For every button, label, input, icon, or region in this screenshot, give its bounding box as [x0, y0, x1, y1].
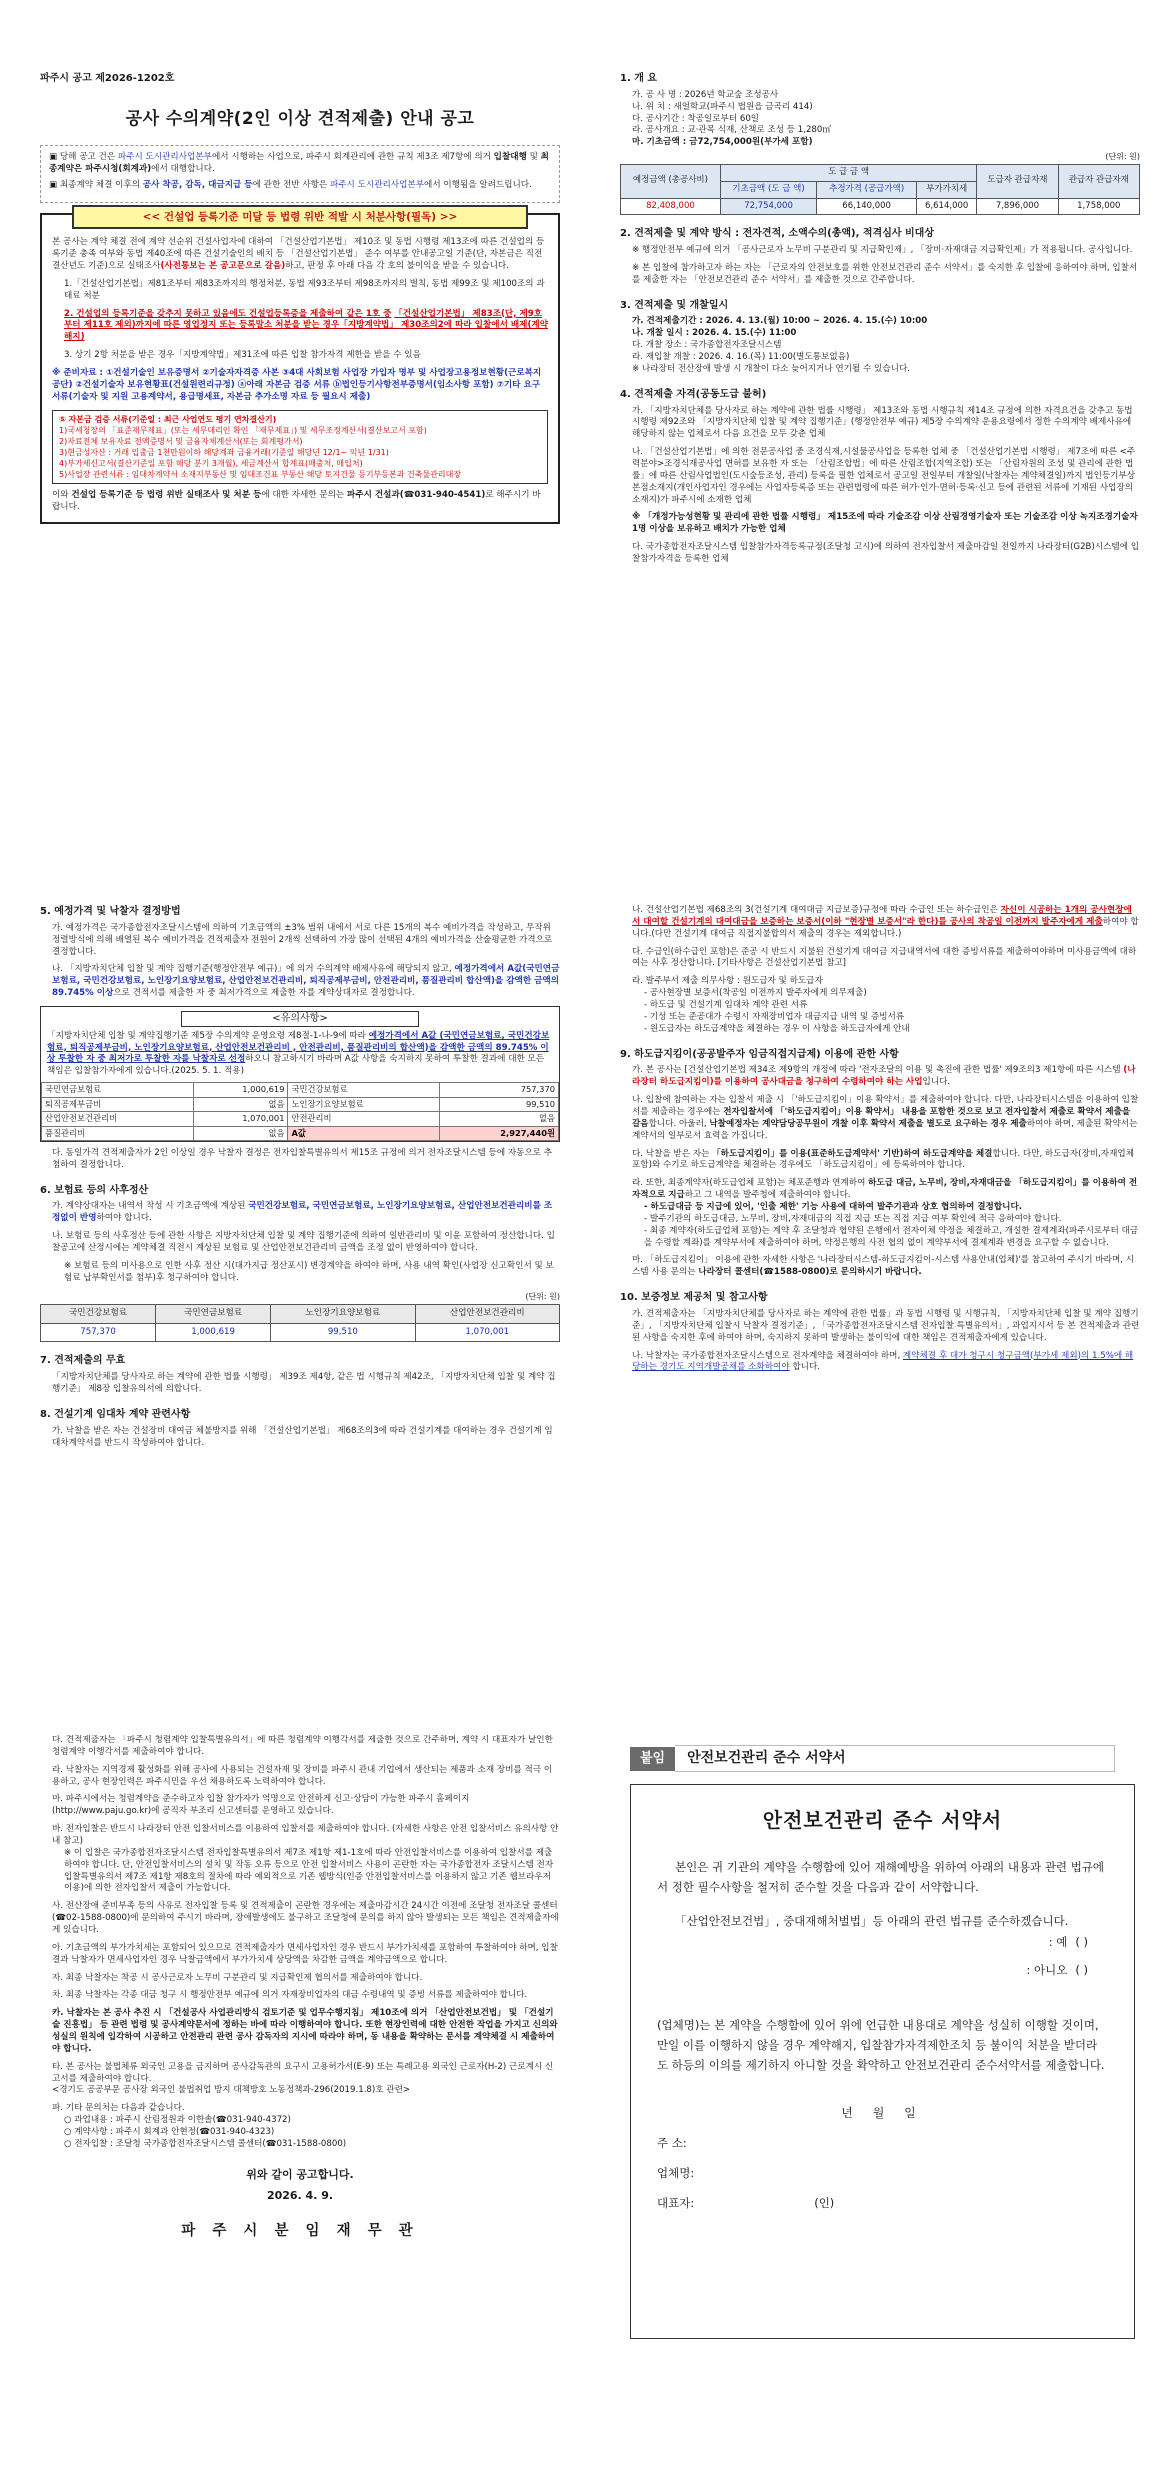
- doc-line: 3)현금성자산 : 거래 입출금 1천만원이하 해당계좌 금융거래(기준일 해당년 12/1~ 익년 1/31): [59, 447, 389, 457]
- caution-box: [40, 1006, 560, 1142]
- issuer: 파 주 시 분 임 재 무 관: [181, 2223, 419, 2240]
- list-item: - 공사현장별 보증서(착공일 이전까지 발주자에게 의무제출): [644, 988, 867, 999]
- pledge-p3: (업체명)는 본 계약을 수행함에 있어 위에 언급한 내용대로 계약을 성실히 이행할 것이며, 만일 이를 이행하지 않을 경우 계약해지, 입찰참가자격제한조치 등 불이익 처분을 받더라도 하등의 이의를 제기하지 아니할 것을 확약하고 안전보건관리 준수서약서를 제출합니다.: [657, 2018, 1105, 2073]
- list-item: ○ 계약사항 : 파주시 회계과 안현정(☎031-940-4323): [64, 2127, 275, 2138]
- sec6-na: 나. 보험료 등의 사후정산 등에 관한 사항은 지방자치단체 입찰 및 계약 집행기준에 의하여 일반관리비 및 이윤 포함하여 정산합니다. 입찰공고에 산정시에는 계약체결 직전시 계상된 보험료 및 산업안전보건관리비 금액을 조정 없이 반영하여야 합니다.: [52, 1231, 555, 1254]
- sec4-ga: 가. 「지방자치단체를 당사자로 하는 계약에 관한 법률 시행령」 제13조와 동법 시행규칙 제14조 규정에 의한 자격요건을 갖추고 동법 시행령 제92조와 「지방자치단체 입찰 및 계약 집행기준」(행정안전부 예규) 제5장 수의계약 운용요령에서 정한 수의계약 배제사유에 해당하지 않는 업체로서 다음 요건을 모두 갖춘 업체: [632, 405, 1133, 440]
- list-item: - 하도급대금 등 지급에 있어, '인출 제한' 기능 사용에 대하여 발주기관과 상호 협의하여 결정합니다.: [644, 1201, 1023, 1212]
- sec10b-item: 자. 최종 낙찰자는 착공 시 공사근로자 노무비 구분관리 및 지급확인제 협의서를 제출하여야 합니다.: [52, 1972, 423, 1983]
- sec7-text: 「지방자치단체를 당사자로 하는 계약에 관한 법률 시행령」 제39조 제4항, 같은 법 시행규칙 제42조, 「지방자치단체 입찰 및 계약 집행기준」 제8장 입찰유의서에 의합니다.: [52, 1372, 556, 1395]
- sec9-ga: 가. 본 공사는 [건설산업기본법 제34조 제9항의 개정에 따라 '전자조달의 이용 및 촉진에 관한 법률' 제9조의3 제1항에 따른 시스템 (나라장터 하도급지킴이)를 이용하여 공사대금을 청구하여 수령하여야 하는 사업입니다.: [632, 1065, 1136, 1088]
- section-9-heading: 9. 하도급지킴이(공공발주자 임금직접지급제) 이용에 관한 사항: [620, 1048, 899, 1060]
- sec10b-item: 다. 견적제출자는 「파주시 청렴계약 입찰특별유의서」에 따른 청렴계약 이행각서를 제출한 것으로 간주하며, 계약 시 대표자가 날인한 청렴계약 이행각서를 제출하여야 합니다.: [52, 1735, 553, 1757]
- closing-text: 위와 같이 공고합니다.: [246, 2167, 354, 2181]
- td-vat: 6,614,000: [917, 198, 977, 215]
- warning-heading: << 건설업 등록기준 미달 등 법령 위반 적발 시 처분사항(필독) >>: [72, 205, 528, 229]
- notice-date: 2026. 4. 9.: [266, 2188, 334, 2202]
- sec6-note: ※ 보험료 등의 미사용으로 인한 사후 정산 시(대가지급 정산포시) 변경계약을 하여야 하며, 사용 내역 확인(사업장 신고확인서 및 보험료 납부확인서를 첨부)후 청구하여야 합니다.: [64, 1260, 554, 1283]
- sec10-body: [620, 1309, 1140, 1374]
- pledge-title: 안전보건관리 준수 서약서: [762, 1808, 1003, 1833]
- pledge-p1: 본인은 귀 기관의 계약을 수행함에 있어 재해예방을 위하여 아래의 내용과 관련 법규에서 정한 필수사항을 철저히 준수할 것을 다음과 같이 서약합니다.: [657, 1859, 1105, 1895]
- sec9-na: 나. 입찰에 참여하는 자는 입찰서 제출 시 「'하도급지킴이」이용 확약서」를 제출하여야 합니다. 다만, 나라장터시스템을 이용하여 입찰서를 제출하는 경우에는 전자입찰서에 「'하도급지킴이」이용 확약서」 내용을 포함한 것으로 보고 전자입찰서 제출로 확약서 제출을 갈음합니다. 아울러, 낙찰예정자는 계약담당공무원이 개찰 이후 확약서 제출을 별도로 요구하는 경우 제출하여야 하며, 제출된 확약서는 계약서의 일부로서 효력을 가집니다.: [632, 1095, 1139, 1141]
- sec8b-body: [620, 905, 1140, 1036]
- sec10b-item: ※ 이 입찰은 국가종합전자조달시스템 전자입찰특별유의서 제7조 제1항 제1-1호에 따라 안전입찰서비스를 이용하여 입찰서를 제출하여야 합니다. 단, 안전입찰서비스의 설치 및 작동 오류 등으로 안전 입찰서비스 사용이 곤란한 자는 국가종합전자 조달시스템 전자입찰특별유의서 제7조 제1항 제8호의 절차에 따라 예외적으로 기존 웹방식(인증 안전입찰서비스를 이용하지 않고 기존 웹브라우저 이용)에 의한 전자입찰서 제출이 가능합니다.: [64, 1847, 554, 1894]
- sec10b-item: 아. 기초금액의 부가가치세는 포함되어 있으므로 견적제출자가 면세사업자인 경우 반드시 부가가치세를 포함하여 투찰하여야 하며, 입찰결과 낙찰자가 면세사업자인 경우 낙찰금액에서 부가가치세 상당액을 차감한 금액을 계약금액으로 합니다.: [52, 1942, 558, 1965]
- warning-item-3: 3. 상기 2항 처분을 받은 경우「지방계약법」제31조에 따른 입찰 참가자격 제한을 받을 수 있음: [64, 350, 421, 361]
- annex-label: 붙임: [630, 1747, 675, 1771]
- notice-number: 파주시 공고 제2026-1202호: [40, 73, 175, 84]
- sec8b-na: 나. 건설산업기본법 제68조의 3(건설기계 대여대금 지급보증)규정에 따라 수급인 또는 하수급인은 자신이 시공하는 1개의 공사현장에서 대여할 건설기계의 대여대금을 보증하는 보증서(이하 "현장별 보증서"라 한다)를 공사의 착공일 이전까지 발주자에게 제출하여야 합니다.(다만 건설기계 대여금 직접지불합의서 제출의 경우는 제외합니다.): [632, 905, 1139, 939]
- doc-line: 1)국세청장의 「표준재무제표」(또는 세무대리인 확인 「재무제표」) 및 세무조정계산서(결산보고서 포함): [59, 425, 427, 435]
- td-base: 72,754,000: [720, 198, 816, 215]
- col-top-left: [40, 72, 560, 772]
- sec10b-ka: 카. 낙찰자는 본 공사 추진 시 「건설공사 사업관리방식 검토기준 및 업무수행지침」 제10조에 의거 「산업안전보건법」 및 「건설기술 진흥법」 등 관련 법령 및 공사계약문서에 정하는 바에 따라 이행하여야 합니다. 또한 현장인력에 대한 안전한 작업을 가지고 신의와 성실의 원칙에 입각하여 시공하고 안전관리 관련 공사 감독자의 지시에 따라야 하며, 동 내용을 확약하는 문서를 계약체결 시 제출하여야 합니다.: [52, 2008, 558, 2054]
- option-no[interactable]: : 아니오 ( ): [1026, 1963, 1088, 1978]
- warning-item-2: 2. 건설업의 등록기준을 갖추지 못하고 있음에도 건설업등록증을 제출하여 같은 1호 중 「건설산업기본법」 제83조(단, 제9호부터 제11호 제외)까지에 따른 영업정지 또는 등록말소 처분을 받는 경우「지방계약법」 제30조의2에 따라 입찰에서 배제(계약 해지): [64, 308, 549, 343]
- sec10b-ta2: <경기도 공공부문 공사장 외국인 불법취업 방지 대책방호 노동정책과-296(2019.1.8)호 관련>: [52, 2085, 411, 2096]
- section-4-heading: 4. 견적제출 자격(공동도급 불허): [620, 388, 767, 400]
- pledge-p2: 「산업안전보건법」, 중대재해처벌법」등 아래의 관련 법규를 준수하겠습니다.: [675, 1914, 1069, 1929]
- section-7-heading: 7. 견적제출의 무효: [40, 1355, 126, 1367]
- representative-field[interactable]: 대표자: (인): [657, 2195, 835, 2210]
- contact-list: [52, 2115, 560, 2151]
- sec10b-item: 마. 파주시에서는 청렴계약을 준수하고자 입찰 참가자가 억명으로 안전하게 신고·상담이 가능한 파주시 홈페이지(http://www.paju.go.kr)에 공직자 부조리 신고센터를 운영하고 있습니다.: [52, 1794, 470, 1817]
- doc-line: 2)자료전체 보유자료 전액증명서 및 금융자체계산서(또는 회계평가서): [59, 436, 303, 446]
- section-1-heading: 1. 개 요: [620, 73, 658, 84]
- sec10b-ta: 타. 본 공사는 불법체류 외국인 고용을 금지하며 공사감독관의 요구시 고용허가서(E-9) 또는 특례고용 외국인 근로자(H-2) 근로계시 신고서를 제출하여야 합니다.: [52, 2061, 554, 2084]
- sec6-body: [40, 1201, 560, 1284]
- sec10-na: 나. 낙찰자는 국가종합전자조달시스템으로 전자계약을 체결하여야 하며, 계약체결 후 대가 청구시 청구금액(부가세 제외)의 1.5%에 해당하는 경기도 지역개발공채를 소화하여야 합니다.: [632, 1350, 1134, 1373]
- th-dogeup: 도 급 금 액: [720, 165, 976, 182]
- sec10b-item: 사. 전산장애 준비부족 등의 사유로 전자입찰 등록 및 견적제출이 곤란한 경우에는 제출마감시간 24시간 이전에 조달청 전자조달 콜센터(☎02-1588-0800)에 문의하여 주시기 바라며, 장애발생에도 불구하고 조달청에 문의를 하지 않아 발생되는 모든 책임은 견적제출자에게 있습니다.: [52, 1901, 559, 1936]
- table-row: 757,370 1,000,619 99,510 1,070,001: [41, 1323, 560, 1342]
- sec9-ma: 마. 「하도급지킴이」 이용에 관한 자세한 사항은 '나라장터시스템-하도급지킴이-시스템 사용안내(업체)'를 참고하여 주시기 바라며, 시스템 사용 문의는 나라장터 콜센터(☎1588-0800)로 문의하시기 바랍니다.: [632, 1255, 1135, 1278]
- warning-prep: ※ 준비자료 : ①건설기술인 보유증명서 ②기술자자격증 사본 ③4대 사회보험 사업장 가입자 명부 및 사업장고용정보현황(근로복지공단) ②건설기술자 보유현황표(건설원련리규정) ⓐ아래 자본금 검증 서류 ⓑ법인등기사항전부증명서(임소사항 포함) ⑦기타 요구서류(기술자 및 지원 고용계약서, 용급명세표, 자본금 추가소명 자료 등 필요시 제출): [52, 368, 542, 402]
- col-top-right: [620, 72, 1140, 772]
- list-item: - 발주기관의 하도급대금, 노무비, 장비,자재대금의 직접 지급 또는 직접 지급 여부 확인에 적극 응하여야 합니다.: [644, 1213, 1062, 1224]
- sec1-item: 다. 공사기간 : 착공일로부터 60일: [632, 113, 760, 124]
- section-10-heading: 10. 보증정보 제공처 및 참고사항: [620, 1292, 768, 1304]
- intro-notebox: [40, 145, 560, 203]
- td-g1: 7,896,000: [977, 198, 1058, 215]
- warning-docs-box: [52, 410, 548, 484]
- warning-item-1: 1.「건설산업기본법」제81조부터 제83조까지의 행정처분, 동법 제93조부터 제98조까지의 벌칙, 동법 제99조 및 제100조의 과태료 처분: [64, 278, 545, 301]
- section-5-heading: 5. 예정가격 및 낙찰자 결정방법: [40, 906, 181, 917]
- sec8b-ra: 라. 발주부서 제출 의무사항 : 원도급자 및 하도급자: [632, 976, 823, 987]
- table-row: 국민연금보험료 1,000,619 국민건강보험료 757,370: [42, 1083, 559, 1097]
- option-yes[interactable]: : 예 ( ): [1048, 1935, 1088, 1950]
- list-item: - 하도급 및 건설기계 임대차 계약 관련 서류: [644, 1000, 808, 1011]
- sec4-da: 다. 국가종합전자조달시스템 입찰참가자격등록규정(조달청 고시)에 의하여 전자입찰서 제출마감일 전일까지 나라장터(G2B)시스템에 입찰참가자격을 등록한 업체: [632, 542, 1140, 564]
- sec3-item: 나. 개찰 일시 : 2026. 4. 15.(수) 11:00: [632, 328, 797, 339]
- section-6-heading: 6. 보험료 등의 사후정산: [40, 1184, 149, 1196]
- th-est: 예정금액 (총공사비): [621, 165, 721, 198]
- sec2-p2: ※ 본 입찰에 참가하고자 하는 자는 「근로자의 안전보호를 위한 안전보건관리 준수 서약서」를 숙지한 후 입찰에 응하여야 하며, 입찰서를 제출한 자는 「안전보건관리 준수 서약서」를 제출한 것으로 간주합니다.: [632, 262, 1138, 285]
- warning-para-1: 본 공사는 계약 체결 전에 계약 선순위 건설사업자에 대하여 「건설산업기본법」 제10조 및 동법 시행령 제13조에 따른 건설업의 등록기준 충족 여부와 동법 제40조에 따른 건설기술인의 배치 등 「건설산업기본법」 준수 여부를 안내공고일 기준(단, 자본금은 직전결산년도 기준)으로 실태조사(사전통보는 본 공고문으로 갈음)하고, 판정 후 아래 다음 각 호의 불이익을 받을 수 있습니다.: [52, 237, 545, 272]
- sec8b-da: 다. 수급인(하수급인 포함)은 준공 시 반드시 지불된 건설기계 대여금 지급내역서에 대한 증빙서류를 제출하여야하며 미사용금액에 대하여는 사후 정산합니다. [기타사항은 건설산업기본법 참고]: [632, 946, 1137, 969]
- section-8-heading: 8. 건설기계 임대차 계약 관련사항: [40, 1408, 191, 1420]
- list-item: ○ 과업내용 : 파주시 산림정원과 이한솔(☎031-940-4372): [64, 2115, 291, 2126]
- sec4-body: [620, 406, 1140, 566]
- sec9-da: 다. 낙찰을 받은 자는 「하도급지킴이」를 이용(표준하도급계약서' 기반)하여 하도급계약을 체결합니다. 다만, 하도급자(장비,자재업체 포함)와 수기로 하도급계약을 체결하는 경우에도 「하도급지킴이」에 등록하여야 합니다.: [632, 1148, 1135, 1171]
- list-item: ○ 전자입찰 : 조달청 국가종합전자조달시스템 콜센터(☎031-1588-0800): [64, 2138, 347, 2149]
- td-g2: 1,758,000: [1058, 198, 1139, 215]
- sec3-item: 라. 재입찰 개찰 : 2026. 4. 16.(목) 11:00(별도통보없음): [632, 352, 850, 363]
- th-vat: 부가가치세: [917, 181, 977, 198]
- sec6-ga: 가. 계약상대자는 내역서 작성 시 기초금액에 계상된 국민건강보험료, 국민연금보험료, 노인장기요양보험료, 산업안전보건관리비를 조정없이 반영하여야 합니다.: [52, 1201, 553, 1224]
- warning-box: [40, 210, 560, 524]
- intro-line-1: ▣ 당해 공고 건은 파주시 도시관리사업본부에서 시행하는 사업으로, 파주시 회계관리에 관한 규칙 제3조 제7항에 의거 입찰대행 및 최종계약은 파주시청(회계과)에서 대행합니다.: [49, 152, 549, 175]
- warning-contact: 이와 건설업 등록기준 등 법령 위반 실태조사 및 처분 등에 대한 자세한 문의는 파주시 건설과(☎031-940-4541)로 해주시기 바랍니다.: [52, 489, 541, 512]
- caution-text: 「지방자치단체 입찰 및 계약집행기준 제5장 수의계약 운영요령 제8절-1-나-9에 따라 예정가격에서 A값 (국민연금보험료, 국민건강보험료, 퇴직공제부금비, 노인장기요양보험료, 산업안전보건관리비 , 안전관리비, 품질관리비의 합산액)을 감액한 금액의 89.745% 이상 투찰한 자 중 최저가로 투찰한 자를 낙찰자로 선정하오니 참고하시기 바라며 A값 사항을 숙지하지 못하여 투찰한 결과에 대한 모든 책임은 입찰참가자에게 있습니다.(2025. 5. 1. 적용): [47, 1030, 550, 1077]
- col-bottom-left: [40, 1735, 560, 2455]
- sec6-unit: (단위: 원): [525, 1291, 560, 1301]
- sec4-na-note: ※ 「개정가능성현황 및 관리에 관한 법률 시행령」 제15조에 따라 기술조감 이상 산림경영기술자 또는 기술조감 이상 녹지조경기술자 1명 이상을 보유하고 배치가 가능한 업체: [632, 512, 1138, 535]
- intro-line-2: ▣ 최종계약 체결 이후의 공사 착공, 감독, 대금지급 등에 관한 전반 사항은 파주시 도시관리사업본부에서 이행됨을 알려드립니다.: [49, 179, 532, 190]
- sec1-item: 라. 공사개요 : 교·관목 식재, 산책로 조성 등 1,280㎡: [632, 125, 831, 136]
- doc-line: 5)사업장 관련서류 : 임대차계약서 소재지부동산 및 임대조건표 부동산 해당 토지건물 등기부등본과 건축물관리대장: [59, 469, 462, 479]
- sec10b-body: [40, 1735, 560, 2151]
- doc-line: ⑤ 자본금 검증 서류(기준일 : 최근 사업연도 평기 연차결산기): [59, 414, 277, 424]
- pledge-form: [630, 1784, 1135, 2339]
- td-est: 82,408,000: [621, 198, 721, 215]
- sec1-item: 나. 위 치 : 새얼학교(파주시 법원읍 금곡리 414): [632, 101, 813, 112]
- th-estimate: 추정가격 (공급가액): [817, 181, 917, 198]
- sec3-note: ※ 나라장터 전산장애 발생 시 개찰이 다소 늦어지거나 연기될 수 있습니다.: [632, 363, 910, 374]
- sec1-items: [620, 90, 1140, 149]
- doc-line: 4)부가세신고서(결산기준일 포함 해당 분기 3개월), 세금계산서 합계표(매출처, 매입처): [59, 458, 363, 468]
- table-row: 국민건강보험료 국민연금보험료 노인장기요양보험료 산업안전보건관리비: [41, 1304, 560, 1323]
- sec3-item: 다. 개찰 장소 : 국가종합전자조달시스템: [632, 340, 782, 351]
- sec2-p1: ※ 행정안전부 예규에 의거 「공사근로자 노무비 구분관리 및 지급확인제」, 「장비·자재대금 지급확인제」가 적용됩니다. 공사입니다.: [632, 245, 1133, 256]
- caution-title: <유의사항>: [181, 1011, 419, 1027]
- sec3-items: [620, 316, 1140, 375]
- sec5-da: 다. 동일가격 견적제출자가 2인 이상일 경우 낙찰자 결정은 전자입찰특별유의서 제15조 규정에 의거 전자조달시스템 등에 자동으로 추첨하여 결정합니다.: [52, 1147, 553, 1170]
- amount-table: [620, 164, 1140, 215]
- sec10b-item: 차. 최종 낙찰자는 각종 대금 청구 시 행정안전부 예규에 의거 자재장비업자의 대금 수령내역 및 증빙 서류를 제출하여야 합니다.: [52, 1990, 528, 2001]
- sec3-item: 가. 견적제출기간 : 2026. 4. 13.(월) 10:00 ~ 2026. 4. 15.(수) 10:00: [632, 316, 928, 327]
- sec10b-item: 라. 낙찰자는 지역경제 활성화를 위해 공사에 사용되는 건설자재 및 장비를 파주시 관내 기업에서 생산되는 제품과 소재 장비를 적극 이용하고, 공사 현장인력은 파주시민을 우선 채용하도록 노력하여야 합니다.: [52, 1764, 553, 1787]
- td-estimate: 66,140,000: [817, 198, 917, 215]
- th-gwanjae2: 관급자 관급자재: [1058, 165, 1139, 198]
- table-row: 품질관리비 없음 A값 2,927,440원: [42, 1126, 559, 1140]
- sec10b-item: 바. 전자입찰은 반드시 나라장터 안전 입찰서비스를 이용하여 입찰서를 제출하여야 합니다. (자세한 사항은 안전 입찰서비스 유의사항 안내 참고): [52, 1824, 559, 1847]
- address-field[interactable]: 주 소:: [657, 2135, 687, 2150]
- sec5-na: 나. 「지방자치단체 입찰 및 계약 집행기준(행정안전부 예규)」에 의거 수의계약 배제사유에 해당되지 않고, 예정가격에서 A값(국민연금보험료, 국민건강보험료, 노인장기요양보험료, 산업안전보건관리비, 퇴직공제부금비, 안전관리비, 품질관리비 합산액)을 감액한 금액의 89.745% 이상으로 견적서를 제출한 자 중 최저가격으로 제출한 자를 계약상대자로 결정합니다.: [52, 964, 560, 999]
- sec9-ra-list: [632, 1202, 1140, 1249]
- sec9-ra: 라. 또한, 최종계약자(하도급업체 포함)는 체포준행과 연계하여 하도급 대금, 노무비, 장비,자재대금을 「하도급지킴이」를 이용하여 전자적으로 지급하고 그 내역을 발주청에 제출하여야 합니다.: [632, 1178, 1138, 1201]
- th-gwanjae: 도급자 관급자재: [977, 165, 1058, 198]
- annex-header: [630, 1745, 1135, 1772]
- col-mid-right: [620, 905, 1140, 1635]
- sec1-cost: 마. 기초금액 : 금72,754,000원(부가세 포함): [632, 137, 813, 148]
- sec10b-pa: 파. 기타 문의처는 다음과 같습니다.: [52, 2103, 185, 2114]
- col-mid-left: [40, 905, 560, 1635]
- sec8b-ra-list: [632, 988, 1140, 1035]
- table-row: 산업안전보건관리비 1,070,001 안전관리비 없음: [42, 1112, 559, 1126]
- sec4-na: 나. 「건설산업기본법」에 의한 전문공사업 중 조경식재,시설물공사업을 등록한 업체 중 「건설산업기본법 시행령」 제7조에 따른 <주력분야>조경식재공사업 면허를 보유한 자 또는 「산림조합법」에 따른 산림조합(지역조합) 또는 「산림자원의 조성 및 관리에 관한 법률」에 따른 산림사업법인(도시숲등조성, 관리) 등록을 필한 업체로서 공고일 전일부터 개찰일(낙찰자는 계약체결일)까지 법인등기부상 본점소재지(개인사업자인 경우에는 사업자등록증 또는 관련법령에 따른 허가·인가·면허·등록·신고 등에 관련된 서류에 기재된 사업장의 소재지)가 파주시에 소재한 업체: [632, 447, 1136, 505]
- sec8-text: 가. 낙찰을 받은 자는 건설장비 대여금 체불방지를 위해 「건설산업기본법」 제68조의3에 따라 건설기계를 대여하는 경우 건설기계 임대차계약서를 반드시 작성하여야 합니다.: [52, 1425, 553, 1448]
- sign-date[interactable]: 년 월 일: [841, 2106, 924, 2121]
- sec5-ga: 가. 예정가격은 국가종합전자조달시스템에 의하여 기초금액의 ±3% 범위 내에서 서로 다른 15개의 복수 예비가격을 작성하고, 무작위 정렬방식에 의해 배열된 복수 예비가격을 견적제출자 전원이 2개씩 선택하여 가장 많이 선택된 4개의 예비가격을 산술평균한 가격으로 결정합니다.: [52, 922, 553, 957]
- sec1-unit: (단위: 원): [1105, 152, 1140, 162]
- list-item: - 원도급자는 하도급계약을 체결하는 경우 이 사항을 하도급자에게 안내: [644, 1023, 910, 1034]
- sec1-item: 가. 공 사 명 : 2026년 학교숲 조성공사: [632, 89, 779, 100]
- table-row: 퇴직공제부금비 없음 노인장기요양보험료 99,510: [42, 1097, 559, 1111]
- sec5-body: [40, 923, 560, 1000]
- section-3-heading: 3. 견적제출 및 개찰일시: [620, 299, 729, 311]
- company-field[interactable]: 업체명:: [657, 2165, 695, 2180]
- annex-title: 안전보건관리 준수 서약서: [675, 1745, 1115, 1772]
- list-item: - 기성 또는 준공대가 수령시 자재장비업자 대금지급 내역 및 증빙서류: [644, 1011, 905, 1022]
- th-base: 기초금액 (도 급 액): [720, 181, 816, 198]
- sec9-body: [620, 1065, 1140, 1279]
- insurance-table: [40, 1304, 560, 1343]
- sec10-ga: 가. 견적제출자는 「지방자치단체를 당사자로 하는 계약에 관한 법률」과 동법 시행령 및 시행규칙, 「지방자치단체 입찰 및 계약 집행기준」, 「지방자치단체 입찰시 낙찰자 결정기준」, 「국가종합전자조달시스템 전자입찰 특별유의서」, 과업지시서 등 본 견적제출과 관련된 사항을 숙지한 후에 하여야 하며, 숙지하지 못하여 발생하는 불이익에 대한 책임은 견적제출자에게 있습니다.: [632, 1308, 1140, 1343]
- section-2-heading: 2. 견적제출 및 계약 방식 : 전자견적, 소액수의(총액), 적격심사 비대상: [620, 228, 934, 240]
- list-item: - 최종 계약자(하도급업체 포함)는 계약 후 조달청과 협약된 은행에서 전자이체 약정을 체결하고, 개설한 결제계좌(파주시로부터 대금을 수령할 계좌)를 계약부서에 제출하여야 하며, 약정은행의 사전 협의 없이 계약부서에 결제계좌 변경을 요구할 수 없습니다.: [644, 1225, 1139, 1248]
- a-value-table: [41, 1082, 559, 1141]
- page-title: 공사 수의계약(2인 이상 견적제출) 안내 공고: [125, 108, 475, 129]
- col-annex: [630, 1745, 1135, 2445]
